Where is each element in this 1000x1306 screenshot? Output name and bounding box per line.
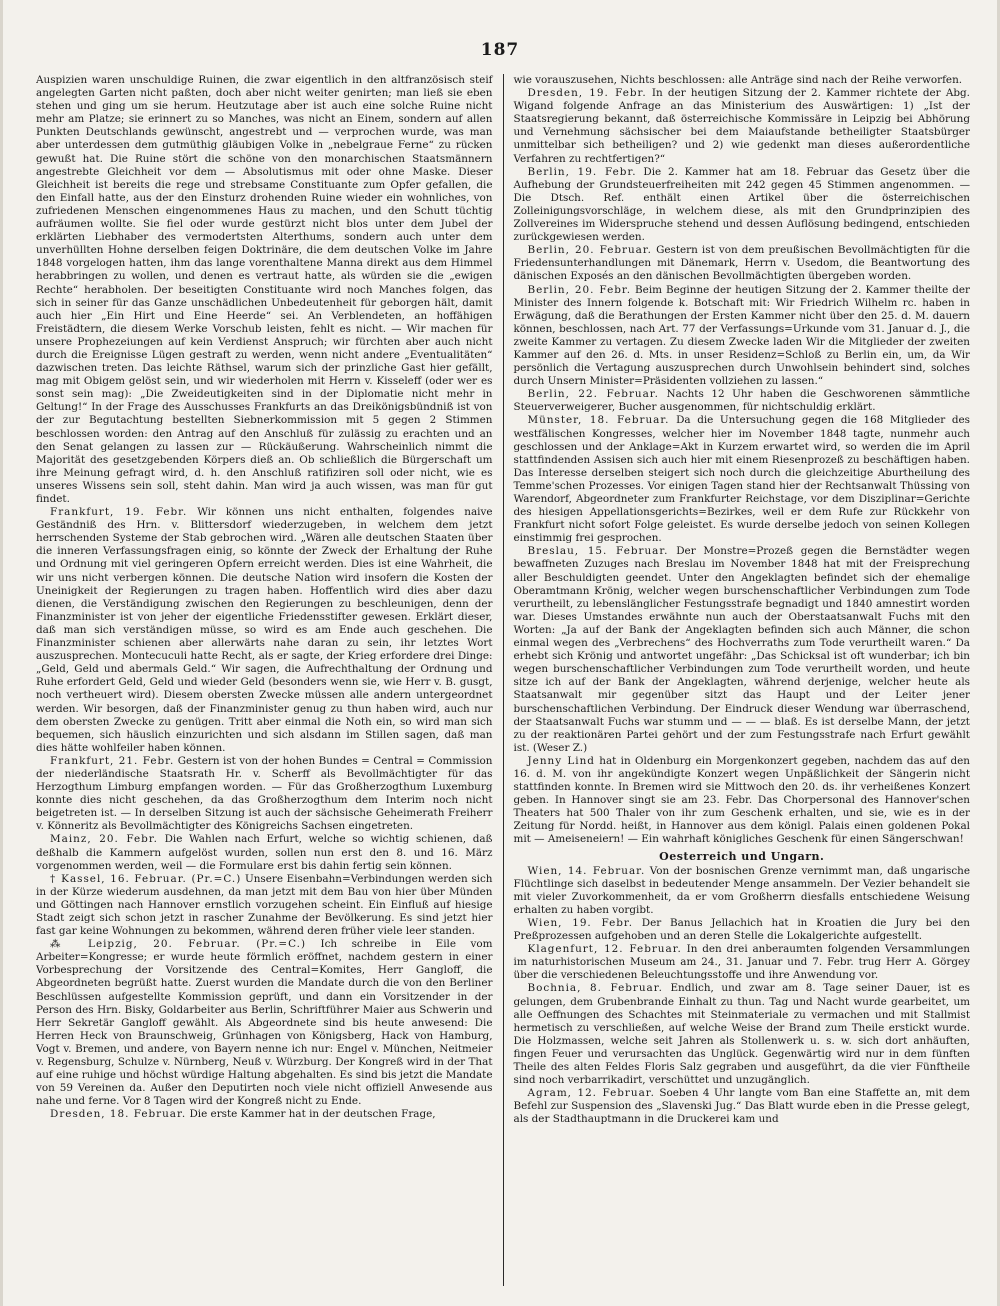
article-paragraph [514,1087,971,1126]
article-paragraph [514,166,971,245]
article-text: Die erste Kammer hat in der deutschen Frage, [189,1108,436,1121]
article-text: Endlich, und zwar am 8. Tage seiner Dauer, ist es gelungen, dem Grubenbrande Einhalt zu thun. Tag und Nacht wurde gearbeitet, um alle Oeffnungen des Schachtes mit Steinmateriale zu vermachen und mit Stallmist hermetisch zu verschließen, auf welche Weise der Brand zum Theile erstickt wurde. Die Holzmassen, welche seit Jahren als Stollenwerk u. s. w. sich dort anhäuften, fingen Feuer und verursachten das Unglück. Gegenwärtig wird nur in dem fünften Theile des alten Feldes Floris Salz gegraben und ausgeführt, da die vier Fünftheile sind noch verbarrikadirt, verschüttet und unzugänglich. [513,982,970,1087]
article-dateline: Mainz, 20. Febr. [50,833,158,846]
article-dateline: † Kassel, 16. Februar. (Pr.=C.) [50,872,242,885]
article-paragraph [36,833,493,872]
article-paragraph [514,917,971,943]
article-paragraph [36,74,493,506]
article-text: wie vorauszusehen, Nichts beschlossen: alle Anträge sind nach der Reihe verworfen. [513,74,963,86]
section-heading: Oesterreich und Ungarn. [659,849,825,863]
article-paragraph [514,414,971,545]
article-dateline: Jenny Lind [527,754,595,767]
article-text: Da die Untersuchung gegen die 168 Mitglieder des westfälischen Kongresses, welcher hier im November 1848 tagte, nunmehr auch geschlossen und der Anklage=Akt in Kurzem erwartet wird, so werden die im April stattfindenden Assisen sich auch hier mit einem Riesenprozeß zu beschäftigen haben. Das Interesse derselben steigert sich noch durch die gleichzeitige Aburtheilung des Temme'schen Prozesses. Vor einigen Tagen stand hier der Rechtsanwalt Thüssing von Warendorf, Abgeordneter zum Frankfurter Reichstage, vor dem Disziplinar=Gerichte des hiesigen Appellationsgerichts=Bezirkes, weil er dem Rufe zur Rückkehr von Frankfurt nicht sofort Folge geleistet. Es wurde derselbe jedoch von seinen Kollegen einstimmig frei gesprochen. [513,414,970,545]
article-dateline: Berlin, 20. Febr. [527,283,632,296]
article-paragraph [514,244,971,283]
article-paragraph [514,74,971,87]
article-paragraph [514,865,971,917]
article-text: Gestern ist von dem preußischen Bevollmächtigten für die Friedensunterhandlungen mit Dänemark, Herrn v. Usedom, die Beantwortung des dänischen Exposés an den dänischen Bevollmächtigten übergeben worden. [513,244,970,283]
article-text: Der Banus Jellachich hat in Kroatien die Jury bei den Preßprozessen aufgehoben und an deren Stelle die Lokalgerichte aufgestellt. [513,917,970,943]
article-dateline: Frankfurt, 19. Febr. [50,506,188,519]
right-column [504,74,971,1286]
article-text: Die 2. Kammer hat am 18. Februar das Gesetz über die Aufhebung der Grundsteuerfreiheiten mit 242 gegen 45 Stimmen angenommen. — Die Dtsch. Ref. enthält einen Artikel über die österreichischen Zolleinigungsvorschläge, in welchem diese, als mit den Grundprinzipien des Zollvereines im Widerspruche stehend und dessen Auflösung bedingend, entschieden zurückgewiesen werden. [513,165,970,244]
article-paragraph [36,755,493,834]
article-text: Unsere Eisenbahn=Verbindungen werden sich in der Kürze wiederum ausdehnen, da man jetzt mit dem Bau von hier über Münden und Göttingen nach Hannover ernstlich vorzugehen scheint. Ein Einfluß auf hiesige Stadt zeigt sich schon jetzt in rascher Zunahme der Bevölkerung. Es sind jetzt hier fast gar keine Wohnungen zu bekommen, während deren früher viele leer standen. [36,872,493,938]
article-text: Wir können uns nicht enthalten, folgendes naive Geständniß des Hrn. v. Blittersdorf wiederzugeben, in welchem dem jetzt herrschenden Systeme der Stab gebrochen wird. „Wären alle deutschen Staaten über die inneren Verfassungsfragen einig, so könnte der Zweck der Erhaltung der Ruhe und Ordnung mit viel geringeren Opfern erreicht werden. Dies ist eine Wahrheit, die wir uns nicht verbergen können. Die deutsche Nation wird insofern die Kosten der Uneinigkeit der Regierungen zu tragen haben. Hoffentlich wird dies aber dazu dienen, die Verständigung zwischen den Regierungen zu beschleunigen, denn der Finanzminister ist von jeher der eigentliche Friedensstifter gewesen. Erklärt dieser, daß man sich verständigen müsse, so wird es am Ende auch geschehen. Die Finanzminister schienen aber allerwärts nahe daran zu sein, ihr letztes Wort auszusprechen. Montecuculi hatte Recht, als er sagte, der Krieg erfordere drei Dinge: „Geld, Geld und abermals Geld.“ Wir sagen, die Aufrechthaltung der Ordnung und Ruhe erfordert Geld, Geld und wieder Geld (besonders wenn sie, wie Herr v. B. gusgt, noch vertheuert wird). Diesem obersten Zwecke müssen alle andern untergeordnet werden. Wir besorgen, daß der Finanzminister genug zu thun haben wird, auch nur dem obersten Zwecke zu genügen. Tritt aber einmal die Noth ein, so wird man sich bequemen, sich häuslich einzurichten und sich alsdann im Stillen sagen, daß man dies hätte wohlfeiler haben können. [36,506,493,754]
article-paragraph [514,943,971,982]
article-text: Beim Beginne der heutigen Sitzung der 2. Kammer theilte der Minister des Innern folgende k. Botschaft mit: Wir Friedrich Wilhelm rc. haben in Erwägung, daß die Berathungen der Ersten Kammer nicht über den 25. d. M. dauern können, beschlossen, nach Art. 77 der Verfassungs=Urkunde vom 31. Januar d. J., die zweite Kammer zu vertagen. Zu diesem Zwecke laden Wir die Mitglieder der zweiten Kammer auf den 26. d. Mts. in unser Residenz=Schloß zu Berlin ein, um, da Wir persönlich die Vertagung auszusprechen durch Unwohlsein behindert sind, solches durch Unsern Minister=Präsidenten vollziehen zu lassen.“ [513,283,970,388]
article-dateline: Berlin, 22. Februar. [527,388,659,401]
article-paragraph [514,545,971,755]
article-paragraph [514,755,971,847]
article-dateline: Münster, 18. Februar. [527,414,670,427]
text-columns [36,74,970,1286]
page-number: 187 [480,40,520,60]
article-paragraph [36,506,493,755]
article-text: Auspizien waren unschuldige Ruinen, die zwar eigentlich in den altfranzösisch steif angelegten Garten nicht paßten, doch aber nicht weiter genirten; man ließ sie eben stehen und ging um sie herum. Heutzutage aber ist auch eine solche Ruine nicht mehr am Platze; sie erinnert zu so Manches, was nicht an Einem, sondern auf allen Punkten Deutschlands gewünscht, angestrebt und — verprochen wurde, was man aber unterdessen dem gutmüthig gläubigen Volke in „nebelgraue Ferne“ zu rücken gewußt hat. Die Ruine stört die schöne von den monarchischen Staatsmännern angestrebte Gleichheit vor dem — Absolutismus mit oder ohne Maske. Dieser Gleichheit ist bereits die rege und strebsame Constituante zum Opfer gefallen, die den Einfall hatte, aus der den Einsturz drohenden Ruine wieder ein wohnliches, von zufriedenen Menschen eingenommenes Haus zu machen, und den Schutt tüchtig aufräumen wollte. Sie fiel oder wurde gestürzt nicht blos unter dem Jubel der erklärten Liebhaber des vermodertsten Alterthums, sondern auch unter dem unverhüllten Hohne derselben feigen Doktrinäre, die dem deutschen Volke im Jahre 1848 vorgelogen hatten, ihm das lange vorenthaltene Manna direkt aus dem Himmel herabbringen zu wollen, und denen es vertraut hatte, als würden sie die „ewigen Rechte“ herabholen. Der beseitigten Constituante wird noch Manches folgen, das sich in seiner für das Ganze unschädlichen Unbedeutenheit für geborgen hält, damit auch hier „Ein Hirt und Eine Heerde“ sei. An Verblendeten, an hoffähigen Freistädtern, die diesem Werke Vorschub leisten, fehlt es nicht. — Wir machen für unsere Prophezeiungen auf kein Verdienst Anspruch; wir fürchten aber auch nicht durch die Ereignisse Lügen gestraft zu werden, wenn nicht andere „Eventualitäten“ dazwischen treten. Das leichte Räthsel, warum sich der prinzliche Gast hier gefällt, mag mit Obigem gelöst sein, und wir wiederholen mit Herrn v. Kisseleff (oder wer es sonst sein mag): „Die Zweideutigkeiten sind in der Diplomatie nicht mehr in Geltung!“ In der Frage des Ausschusses Frankfurts an das Dreikönigsbündniß ist von der zur Begutachtung bestellten Siebnerkommission mit 5 gegen 2 Stimmen beschlossen worden: den Antrag auf den Anschluß für zulässig zu erachten und an den Senat gelangen zu lassen zur — Rückäußerung. Wahrscheinlich nimmt die Majorität des gesetzgebenden Körpers dieß an. Ob schließlich die Bürgerschaft um ihre Meinung gefragt wird, d. h. den Anschluß ratifiziren soll oder nicht, wie es unseres Wissens sein soll, steht dahin. Man wird ja auch wissen, was man für gut findet. [36,74,493,505]
article-paragraph [514,284,971,389]
article-text: Der Monstre=Prozeß gegen die Bernstädter wegen bewaffneten Zuzuges nach Breslau im November 1848 hat mit der Freisprechung aller Beschuldigten geendet. Unter den Angeklagten befindet sich der ehemalige Oberamtmann Krönig, welcher wegen burschenschaftlicher Verbindungen zum Tode verurtheilt, zu lebenslänglicher Festungsstrafe begnadigt und 1840 amnestirt worden war. Dieses Umstandes erwähnte nun auch der Oberstaatsanwalt Fuchs mit den Worten: „Ja auf der Bank der Angeklagten befinden sich auch Männer, die schon einmal wegen des „Verbrechens“ des Hochverraths zum Tode verurtheilt waren.“ Da erhebt sich Krönig und antwortet ungefähr: „Das Schicksal ist oft wunderbar; ich bin wegen burschenschaftlicher Verbindungen zum Tode verurtheilt worden, und heute sitze ich auf der Bank der Angeklagten, während derjenige, welcher heute als Staatsanwalt mir gegenüber sitzt das Haupt und der Leiter jener burschenschaftlichen Verbindung. Der Eindruck dieser Wendung war überraschend, der Staatsanwalt Fuchs war stumm und — — — blaß. Es ist derselbe Mann, der jetzt zu der reaktionären Partei gehört und der zum Festungsstrafe nach Erfurt gewählt ist. (Weser Z.) [513,545,970,754]
article-paragraph [514,388,971,414]
article-dateline: ⁂ Leipzig, 20. Februar. (Pr.=C.) [50,938,307,951]
article-text: Die Wahlen nach Erfurt, welche so wichtig schienen, daß deßhalb die Kammern aufgelöst wurden, sollen nun erst den 8. und 16. März vorgenommen werden, weil — die Formulare erst bis dahin fertig sein können. [36,833,493,872]
article-text: Von der bosnischen Grenze vernimmt man, daß ungarische Flüchtlinge sich daselbst in bedeutender Menge ansammeln. Der Vezier behandelt sie mit vieler Zuvorkommenheit, da er vom Großherrn diesfalls entschiedene Weisung erhalten zu haben vorgibt. [513,864,970,916]
article-text: Nachts 12 Uhr haben die Geschworenen sämmtliche Steuerverweigerer, Bucher ausgenommen, für nichtschuldig erklärt. [513,388,970,414]
article-paragraph [36,938,493,1108]
article-dateline: Dresden, 18. Februar. [50,1108,187,1121]
article-dateline: Bochnia, 8. Februar. [527,982,663,995]
article-text: Soeben 4 Uhr langte vom Ban eine Staffette an, mit dem Befehl zur Suspension des „Slavenski Jug.“ Das Blatt wurde eben in die Presse gelegt, als der Stadthauptmann in die Druckerei kam und [513,1087,970,1126]
article-dateline: Wien, 14. Februar. [527,864,646,877]
article-dateline: Breslau, 15. Februar. [527,545,669,558]
article-text: Gestern ist von der hohen Bundes = Central = Commission der niederländische Staatsrath Hr. v. Scherff als Bevollmächtigter für das Herzogthum Limburg empfangen worden. — Für das Großherzogthum Luxemburg konnte dies nicht geschehen, da das Großherzogthum dem Interim noch nicht beigetreten ist. — In derselben Sitzung ist auch der sächsische Geheimerath Freiherr v. Könneritz als Bevollmächtigter des Königreichs Sachsen eingetreten. [36,754,493,833]
article-dateline: Klagenfurt, 12. Februar. [527,943,682,956]
article-dateline: Wien, 19. Febr. [527,917,634,929]
article-dateline: Berlin, 20. Februar. [527,244,652,257]
article-dateline: Agram, 12. Februar. [527,1087,655,1100]
article-paragraph [36,873,493,938]
article-dateline: Dresden, 19. Febr. [527,87,647,100]
article-dateline: Berlin, 19. Febr. [527,165,637,178]
article-text: In den drei anberaumten folgenden Versammlungen im naturhistorischen Museum am 24., 31. Januar und 7. Febr. trug Herr A. Görgey über die verschiedenen Beleuchtungsstoffe und ihre Anwendung vor. [513,943,970,982]
article-paragraph [36,1108,493,1121]
article-paragraph [514,87,971,166]
article-text: Ich schreibe in Eile vom Arbeiter=Kongresse; er wurde heute förmlich eröffnet, nachdem gestern in einer Vorbesprechung der Vorsitzende des Central=Komites, Herr Gangloff, die Abgeordneten begrüßt hatte. Zuerst wurden die Mandate durch die von den Berliner Beschlüssen aufgestellte Kommission geprüft, und dann ein Vorsitzender in der Person des Hrn. Bisky, Goldarbeiter aus Berlin, Schriftführer Maier aus Schwerin und Herr Sekretär Gangloff gewählt. Als Abgeordnete sind bis heute anwesend: Die Herren Heck von Braunschweig, Grünhagen von Königsberg, Hack von Hamburg, Vogt v. Bremen, und andere, von Bayern nenne ich nur: Engel v. München, Neitmeier v. Regensburg, Schulze v. Nürnberg, Neuß v. Würzburg. Der Kongreß wird in der That auf eine ruhige und höchst würdige Haltung abgehalten. Es sind bis jetzt die Mandate von 59 Vereinen da. Außer den Deputirten noch viele nicht offiziell Anwesende aus nahe und ferne. Vor 8 Tagen wird der Kongreß nicht zu Ende. [36,938,493,1108]
article-text: In der heutigen Sitzung der 2. Kammer richtete der Abg. Wigand folgende Anfrage an das Ministerium des Auswärtigen: 1) „Ist der Staatsregierung bekannt, daß österreichische Kommissäre in Leipzig bei Abhörung und Vernehmung sächsischer bei dem Maiaufstande betheiligter Staatsbürger unmittelbar sich betheiligen? und 2) wie gedenkt man dieses außerordentliche Verfahren zu rechtfertigen?“ [513,87,970,165]
scan-edge-left [0,0,3,1306]
article-text: hat in Oldenburg ein Morgenkonzert gegeben, nachdem das auf den 16. d. M. von ihr angekündigte Konzert wegen Unpäßlichkeit der Sängerin nicht stattfinden konnte. In Bremen wird sie Mittwoch den 20. ds. ihr verheißenes Konzert geben. In Hannover singt sie am 23. Febr. Das Chorpersonal des Hannover'schen Theaters hat 500 Thaler von ihr zum Geschenk erhalten, und sie, wie es in der Zeitung für Nordd. heißt, in Hannover aus dem königl. Palais einen goldenen Pokal mit — Ameiseneiern! — Ein wahrhaft königliches Geschenk für einen Sängerschwan! [513,754,970,846]
left-column [36,74,503,1286]
article-dateline: Frankfurt, 21. Febr. [50,754,175,767]
article-paragraph [514,982,971,1087]
